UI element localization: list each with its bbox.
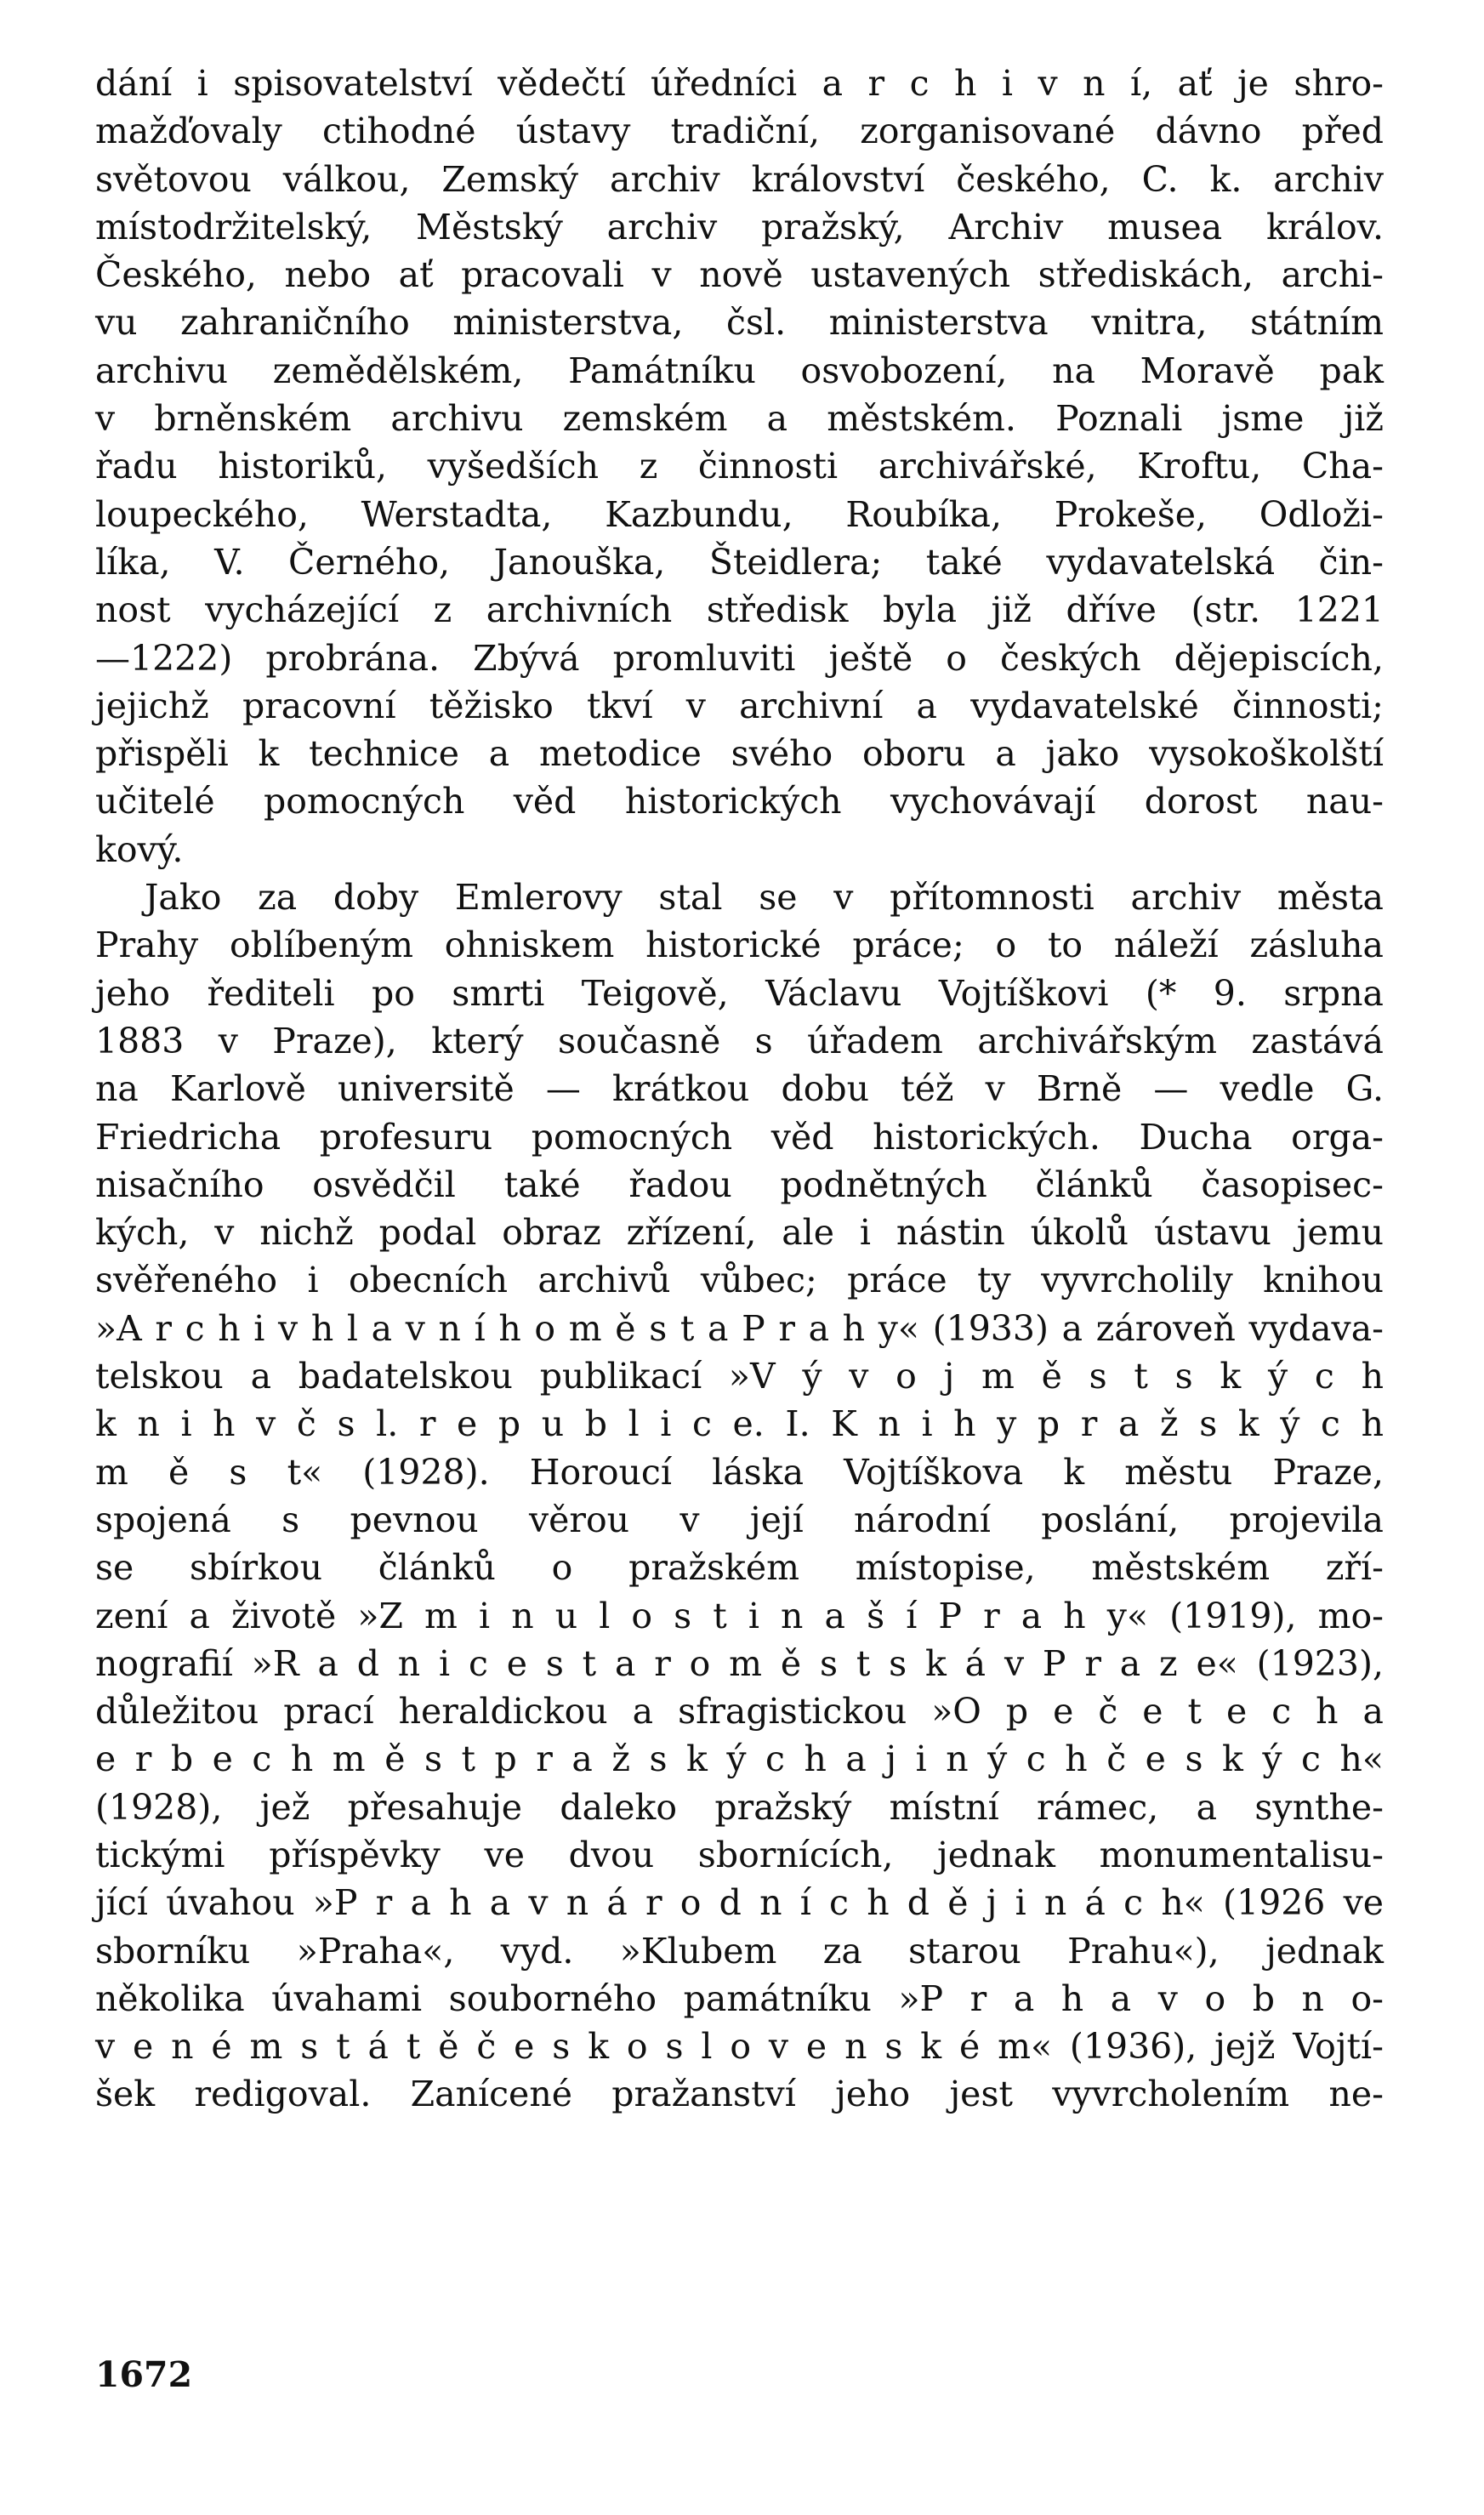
text-line: několika úvahami souborného památníku »P r a h a v o b n o- bbox=[95, 1977, 1384, 2019]
text-line: přispěli k technice a metodice svého oboru a jako vysokoškolští bbox=[95, 733, 1384, 775]
text-line: v e n é m s t á t ě č e s k o s l o v e n s k é m« (1936), jejž Vojtí- bbox=[95, 2026, 1384, 2068]
text-line: spojená s pevnou věrou v její národní poslání, projevila bbox=[95, 1499, 1384, 1540]
text-line: e r b e c h m ě s t p r a ž s k ý c h a j i n ý c h č e s k ý c h« bbox=[95, 1738, 1384, 1780]
text-line: místodržitelský, Městský archiv pražský, Archiv musea králov. bbox=[95, 206, 1384, 248]
text-line: nografií »R a d n i c e s t a r o m ě s t s k á v P r a z e« (1923), bbox=[95, 1642, 1384, 1684]
text-line: zení a životě »Z m i n u l o s t i n a š í P r a h y« (1919), mo- bbox=[95, 1595, 1384, 1636]
text-line: nisačního osvědčil také řadou podnětných článků časopisec- bbox=[95, 1164, 1384, 1205]
text-line: jeho řediteli po smrti Teigově, Václavu Vojtíškovi (* 9. srpna bbox=[95, 972, 1384, 1014]
text-line: telskou a badatelskou publikací »V ý v o j m ě s t s k ý c h bbox=[95, 1356, 1384, 1397]
text-line: dání i spisovatelství vědečtí úředníci a r c h i v n í, ať je shro- bbox=[95, 63, 1384, 104]
text-line: »A r c h i v h l a v n í h o m ě s t a P r a h y« (1933) a zároveň vydava- bbox=[95, 1307, 1384, 1349]
text-line: sborníku »Praha«, vyd. »Klubem za starou Prahu«), jednak bbox=[95, 1930, 1384, 1972]
text-line: tickými příspěvky ve dvou sbornících, jednak monumentalisu- bbox=[95, 1834, 1384, 1875]
text-line: (1928), jež přesahuje daleko pražský místní rámec, a synthe- bbox=[95, 1786, 1384, 1828]
text-line: důležitou prací heraldickou a sfragistickou »O p e č e t e c h a bbox=[95, 1691, 1384, 1733]
text-line: jící úvahou »P r a h a v n á r o d n í c h d ě j i n á c h« (1926 ve bbox=[95, 1882, 1384, 1924]
text-line: svěřeného i obecních archivů vůbec; práce ty vyvrcholily knihou bbox=[95, 1260, 1384, 1301]
text-line: nost vycházející z archivních středisk byla již dříve (str. 1221 bbox=[95, 589, 1384, 631]
text-line: jejichž pracovní těžisko tkví v archivní a vydavatelské činnosti; bbox=[95, 685, 1384, 726]
text-line: archivu zemědělském, Památníku osvobození, na Moravě pak bbox=[95, 350, 1384, 391]
text-line: m ě s t« (1928). Horoucí láska Vojtíškova k městu Praze, bbox=[95, 1451, 1384, 1493]
text-line: učitelé pomocných věd historických vychovávají dorost nau- bbox=[95, 781, 1384, 822]
text-line: k n i h v č s l. r e p u b l i c e. I. K n i h y p r a ž s k ý c h bbox=[95, 1403, 1384, 1445]
text-line: Českého, nebo ať pracovali v nově ustavených střediskách, archi- bbox=[95, 254, 1384, 296]
page-number: 1672 bbox=[95, 2354, 193, 2395]
text-line: kých, v nichž podal obraz zřízení, ale i nástin úkolů ústavu jemu bbox=[95, 1212, 1384, 1254]
text-line: líka, V. Černého, Janouška, Šteidlera; také vydavatelská čin- bbox=[95, 541, 1384, 583]
text-line: světovou válkou, Zemský archiv království českého, C. k. archiv bbox=[95, 158, 1384, 200]
text-line: —1222) probrána. Zbývá promluviti ještě o českých dějepiscích, bbox=[95, 637, 1384, 679]
text-line: Prahy oblíbeným ohniskem historické práce; o to náleží zásluha bbox=[95, 925, 1384, 966]
text-line: se sbírkou článků o pražském místopise, městském zří- bbox=[95, 1547, 1384, 1589]
body-text bbox=[95, 60, 1384, 2119]
text-line: v brněnském archivu zemském a městském. Poznali jsme již bbox=[95, 398, 1384, 440]
text-line: řadu historiků, vyšedších z činnosti archivářské, Kroftu, Cha- bbox=[95, 446, 1384, 487]
text-line: kový. bbox=[95, 828, 184, 870]
text-line: šek redigoval. Zanícené pražanství jeho jest vyvrcholením ne- bbox=[95, 2074, 1384, 2115]
paragraph-first-line: Jako za doby Emlerovy stal se v přítomnosti archiv města bbox=[145, 877, 1384, 919]
text-line: Friedricha profesuru pomocných věd historických. Ducha orga- bbox=[95, 1116, 1384, 1158]
text-line: na Karlově universitě — krátkou dobu též v Brně — vedle G. bbox=[95, 1068, 1384, 1110]
text-line: vu zahraničního ministerstva, čsl. ministerstva vnitra, státním bbox=[95, 302, 1384, 344]
text-line: loupeckého, Werstadta, Kazbundu, Roubíka, Prokeše, Odloži- bbox=[95, 493, 1384, 535]
text-line: mažďovaly ctihodné ústavy tradiční, zorganisované dávno před bbox=[95, 111, 1384, 152]
text-line: 1883 v Praze), který současně s úřadem archivářským zastává bbox=[95, 1020, 1384, 1061]
